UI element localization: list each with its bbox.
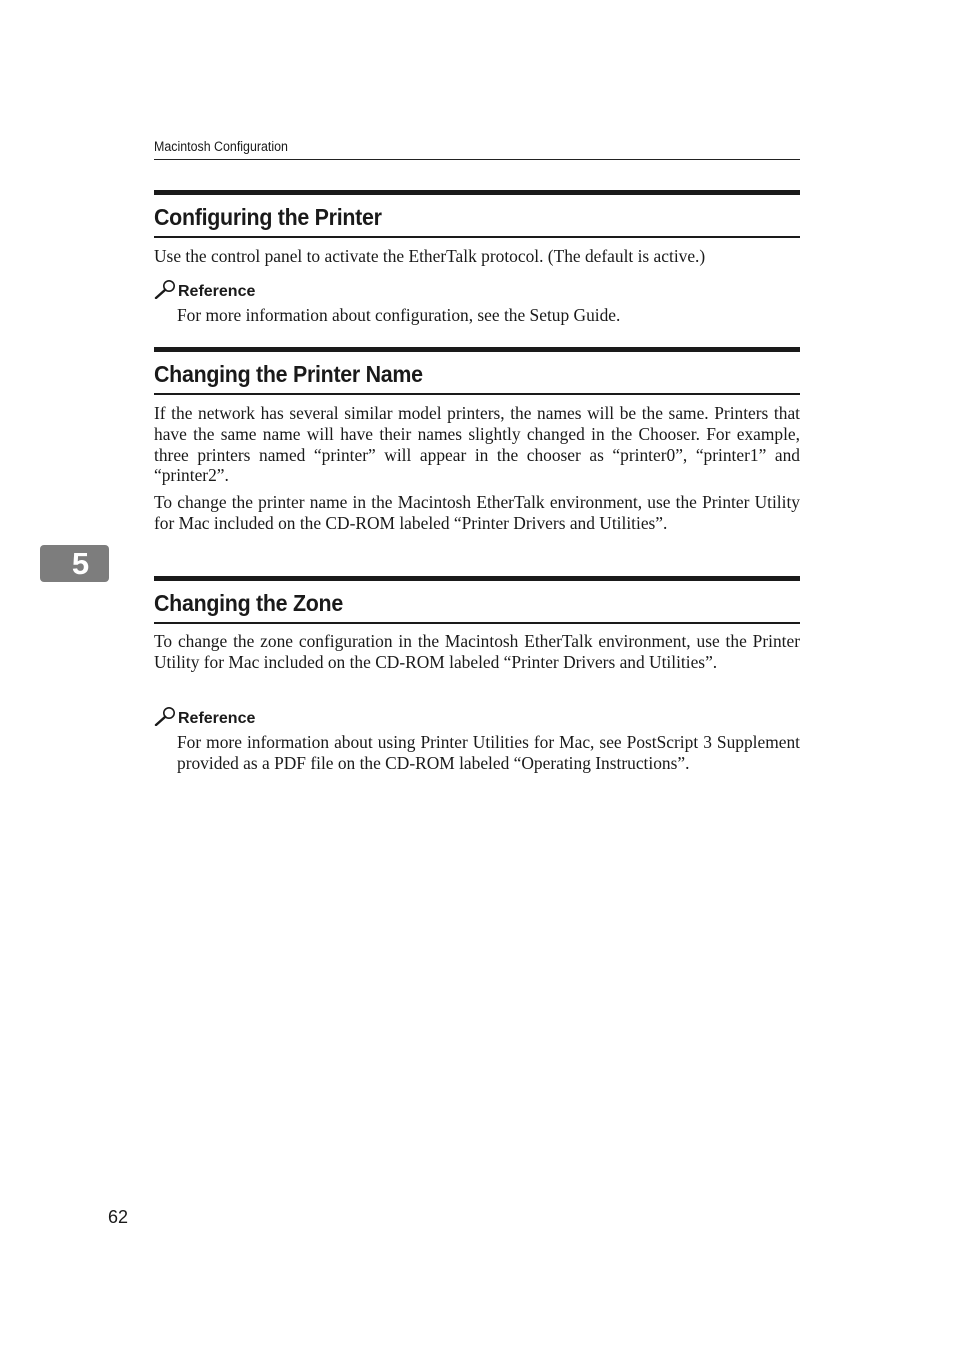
reference-label: Reference <box>178 283 256 300</box>
body-paragraph: If the network has several similar model printers, the names will be the same. Printers that have the same name will have their names slightly changed in the Chooser. For example, three printers named “printer” will appear in the chooser as “printer0”, “printer1” and “printer2”. <box>154 403 800 486</box>
magnifier-icon <box>154 706 177 726</box>
section-changing-the-zone <box>154 576 800 624</box>
section-configuring-the-printer <box>154 190 800 238</box>
section-bottom-rule <box>154 236 800 238</box>
magnifier-icon <box>154 279 177 299</box>
section-bottom-rule <box>154 393 800 395</box>
reference-heading <box>154 706 255 728</box>
section-bottom-rule <box>154 622 800 624</box>
section-heading: Configuring the Printer <box>154 204 382 230</box>
page-number: 62 <box>108 1207 129 1227</box>
chapter-tab <box>40 545 109 582</box>
body-paragraph: To change the zone configuration in the Macintosh EtherTalk environment, use the Printer Utility for Mac included on the CD-ROM labeled “Printer Drivers and Utilities”. <box>154 631 800 672</box>
section-changing-the-printer-name <box>154 347 800 395</box>
body-paragraph: Use the control panel to activate the EtherTalk protocol. (The default is active.) <box>154 246 706 266</box>
section-heading: Changing the Printer Name <box>154 361 423 387</box>
running-header-title: Macintosh Configuration <box>154 139 288 154</box>
section-heading: Changing the Zone <box>154 590 343 616</box>
body-paragraph: To change the printer name in the Macintosh EtherTalk environment, use the Printer Utility for Mac included on the CD-ROM labeled “Printer Drivers and Utilities”. <box>154 492 800 533</box>
header-rule <box>154 159 800 160</box>
reference-label: Reference <box>178 710 256 727</box>
reference-heading <box>154 279 255 301</box>
reference-text: For more information about configuration, see the Setup Guide. <box>177 305 621 325</box>
chapter-number: 5 <box>71 545 90 581</box>
reference-text: For more information about using Printer Utilities for Mac, see PostScript 3 Supplement provided as a PDF file on the CD-ROM labeled “Operating Instructions”. <box>177 732 800 773</box>
